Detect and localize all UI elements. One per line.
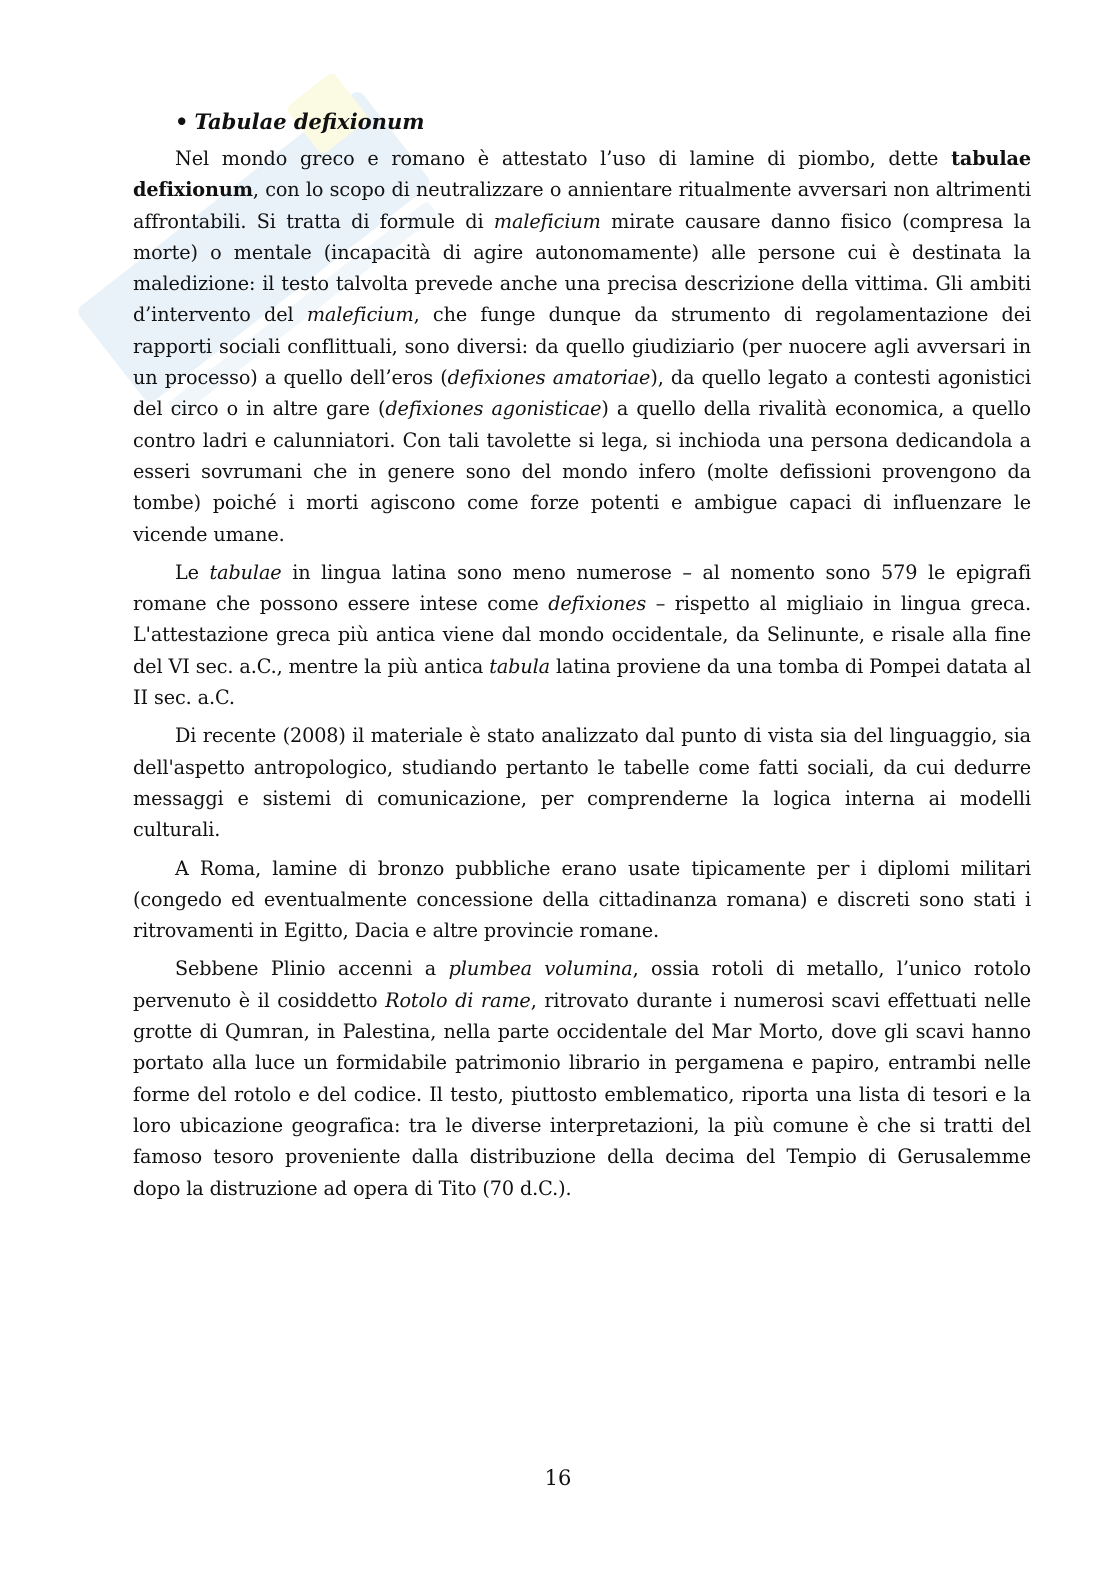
italic-term: defixiones <box>548 592 647 616</box>
text-run: mirate causare danno fisico (compresa la morte) o mentale (incapacità di agire autonomamente) alle persone cui è destinata la maledizione: il testo talvolta prevede anche una precisa descrizione della vittima. Gli ambiti d’intervento del <box>133 209 1031 327</box>
text-run: Le <box>175 560 210 584</box>
text-run: , con lo scopo di neutralizzare o annientare ritualmente avversari non altrimenti affrontabili. Si tratta di formule di <box>133 178 1031 233</box>
bold-term: tabulae defixionum <box>133 147 1031 202</box>
paragraph-2 <box>133 557 1031 713</box>
text-run: Sebbene Plinio accenni a <box>175 957 449 981</box>
italic-term: maleficium <box>493 209 601 233</box>
italic-term: tabulae <box>209 560 282 584</box>
text-run: in lingua latina sono meno numerose – al nomento sono 579 le epigrafi romane che possono essere intese come <box>133 560 1031 616</box>
section-heading <box>175 106 1031 137</box>
text-run: latina proviene da una tomba di Pompei datata al II sec. a.C. <box>133 654 1031 710</box>
italic-term: tabula <box>489 654 550 678</box>
italic-term: defixiones amatoriae <box>447 366 651 390</box>
italic-term: defixiones agonisticae <box>385 397 602 421</box>
text-run: , ossia rotoli di metallo, l’unico rotolo pervenuto è il cosiddetto <box>133 957 1031 1012</box>
text-run: , che funge dunque da strumento di regolamentazione dei rapporti sociali conflittuali, sono diversi: da quello giudiziario (per nuocere agli avversari in un processo) a quello dell’eros ( <box>133 303 1032 390</box>
paragraph-3: Di recente (2008) il materiale è stato analizzato dal punto di vista sia del linguaggio, sia dell'aspetto antropologico, studiando pertanto le tabelle come fatti sociali, da cui dedurre messaggi e sistemi di comunicazione, per comprenderne la logica interna ai modelli culturali. <box>133 724 1031 842</box>
text-run: – rispetto al migliaio in lingua greca. L'attestazione greca più antica viene dal mondo occidentale, da Selinunte, e risale alla fine del VI sec. a.C., mentre la più antica <box>133 592 1031 678</box>
paragraph-5 <box>133 953 1031 1203</box>
text-run: ) a quello della rivalità economica, a quello contro ladri e calunniatori. Con tali tavolette si lega, si inchioda una persona dedicandola a esseri sovrumani che in genere sono del mondo infero (molte defissioni provengono da tombe) poiché i morti agiscono come forze potenti e ambigue capaci di influenzare le vicende umane. <box>133 397 1031 546</box>
text-run: Nel mondo greco e romano è attestato l’uso di lamine di piombo, dette <box>175 147 952 170</box>
text-run: ), da quello legato a contesti agonistici del circo o in altre gare ( <box>133 366 1031 421</box>
bullet-icon: • <box>175 109 189 134</box>
italic-term: plumbea volumina <box>448 957 633 981</box>
paragraph-4: A Roma, lamine di bronzo pubbliche erano usate tipicamente per i diplomi militari (congedo ed eventualmente concessione della cittadinanza romana) e discreti sono stati i ritrovamenti in Egitto, Dacia e altre provincie romane. <box>133 856 1031 943</box>
section-title: Tabulae defixionum <box>194 109 425 134</box>
italic-term: maleficium <box>306 303 414 327</box>
main-content <box>133 106 1031 1211</box>
paragraph-1 <box>133 143 1031 550</box>
page-number: 16 <box>544 1466 572 1490</box>
text-run: , ritrovato durante i numerosi scavi effettuati nelle grotte di Qumran, in Palestina, nella parte occidentale del Mar Morto, dove gli scavi hanno portato alla luce un formidabile patrimonio librario in pergamena e papiro, entrambi nelle forme del rotolo e del codice. Il testo, piuttosto emblematico, riporta una lista di tesori e la loro ubicazione geografica: tra le diverse interpretazioni, la più comune è che si tratti del famoso tesoro proveniente dalla distribuzione della decima del Tempio di Gerusalemme dopo la distruzione ad opera di Tito (70 d.C.). <box>133 988 1031 1200</box>
italic-term: Rotolo di rame <box>385 988 531 1012</box>
